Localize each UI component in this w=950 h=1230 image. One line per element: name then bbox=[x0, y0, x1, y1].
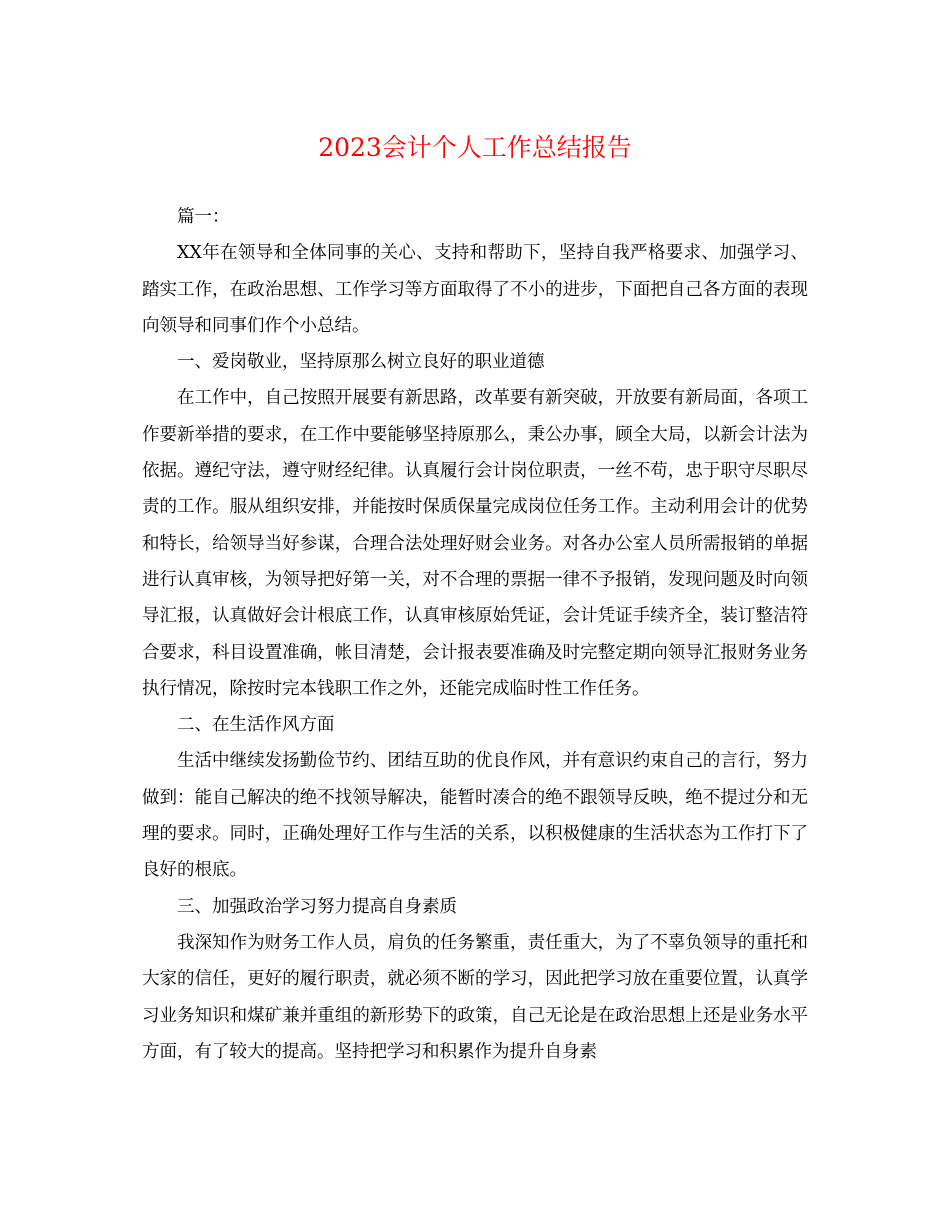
heading-section-three: 三、加强政治学习努力提高自身素质 bbox=[177, 896, 457, 917]
document-title: 2023会计个人工作总结报告 bbox=[318, 133, 632, 162]
paragraph-section-three: 我深知作为财务工作人员，肩负的任务繁重，责任重大，为了不辜负领导的重托和大家的信任，更好的履行职责，就必须不断的学习，因此把学习放在重要位置，认真学习业务知识和煤矿兼并重组的新形势下的政策，自己无论是在政治思想上还是业务水平方面，有了较大的提高。坚持把学习和积累作为提升自身素 bbox=[142, 932, 808, 1062]
paragraph-section-two: 生活中继续发扬勤俭节约、团结互助的优良作风，并有意识约束自己的言行，努力做到：能自己解决的绝不找领导解决，能暂时凑合的绝不跟领导反映，绝不提过分和无理的要求。同时，正确处理好工作与生活的关系，以积极健康的生活状态为工作打下了良好的根底。 bbox=[142, 751, 808, 881]
paragraph-section-one: 在工作中，自己按照开展要有新思路，改革要有新突破，开放要有新局面，各项工作要新举措的要求，在工作中要能够坚持原那么，秉公办事，顾全大局，以新会计法为依据。遵纪守法，遵守财经纪律。认真履行会计岗位职责，一丝不苟，忠于职守尽职尽责的工作。服从组织安排，并能按时保质保量完成岗位任务工作。主动利用会计的优势和特长，给领导当好参谋，合理合法处理好财会业务。对各办公室人员所需报销的单据进行认真审核，为领导把好第一关，对不合理的票据一律不予报销，发现问题及时向领导汇报，认真做好会计根底工作，认真审核原始凭证，会计凭证手续齐全，装订整洁符合要求，科目设置准确，帐目清楚，会计报表要准确及时完整定期向领导汇报财务业务执行情况，除按时完本钱职工作之外，还能完成临时性工作任务。 bbox=[142, 388, 808, 699]
heading-section-one: 一、爱岗敬业，坚持原那么树立良好的职业道德 bbox=[177, 352, 545, 373]
section-label-part-one: 篇一： bbox=[177, 207, 230, 227]
heading-section-two: 二、在生活作风方面 bbox=[177, 715, 335, 736]
intro-paragraph: XX年在领导和全体同事的关心、支持和帮助下，坚持自我严格要求、加强学习、踏实工作，在政治思想、工作学习等方面取得了不小的进步，下面把自己各方面的表现向领导和同事们作个小总结。 bbox=[142, 243, 808, 336]
document-body bbox=[142, 199, 808, 1070]
